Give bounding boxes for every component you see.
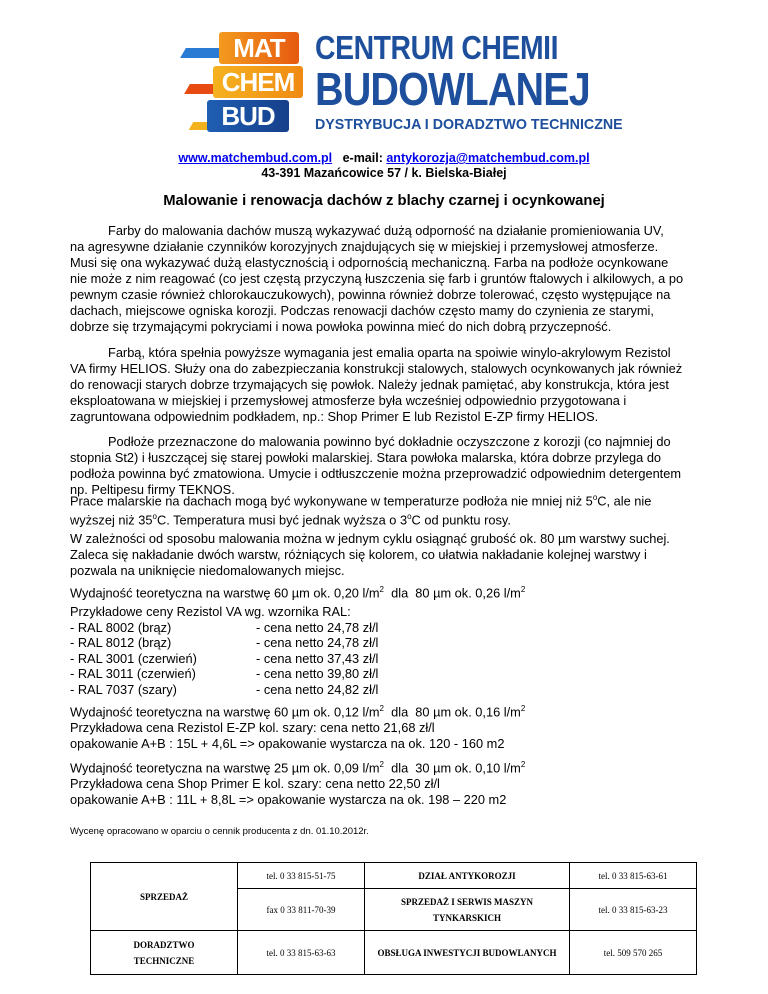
- brand-name-line2: BUDOWLANEJ: [315, 63, 590, 115]
- text-line: opakowanie A+B : 11L + 8,8L => opakowanie wystarcza na ok. 198 – 220 m2: [70, 792, 507, 808]
- text-segment: C, ale nie: [597, 493, 652, 509]
- phone-cell: tel. 0 33 815-63-61: [570, 863, 697, 889]
- logo-tile-bud: BUD: [207, 100, 289, 132]
- color-price: - cena netto 39,80 zł/l: [256, 666, 379, 681]
- text-line: eksploatowana w miejskiej i przemysłowej atmosferze była wcześniej odpowiednio przygotowana i: [70, 393, 627, 408]
- contact-links: [0, 151, 768, 165]
- text-line: do renowacji starych dobrze trzymających się powłok. Należy jednak pamiętać, aby konstrukcja, która jest: [70, 377, 669, 392]
- paragraph-product: [70, 345, 698, 425]
- phone-cell: tel. 509 570 265: [570, 931, 697, 975]
- text-line: stopnia St2) i łuszczącej się starej powłoki malarskiej. Stara powłoka malarska, która dobrze przylega do: [70, 450, 662, 465]
- text-line: Musi się ona wykazywać dużą elastycznością i odpornością mechaniczną. Farba na podłoże ocynkowane: [70, 255, 669, 270]
- contact-table: [90, 862, 697, 975]
- color-price: - cena netto 24,78 zł/l: [256, 619, 379, 635]
- text-line: zagruntowana odpowiednim podkładem, np.: Shop Primer E lub Rezistol E-ZP firmy HELIOS.: [70, 409, 599, 424]
- text-line: dobrze się trzymającymi pokryciami i nowa powłoka powinna mieć do nich dobrą przyczepność.: [70, 319, 612, 334]
- text-line: Przykładowa cena Rezistol E-ZP kol. szary: cena netto 21,68 zł/l: [70, 720, 435, 736]
- color-price: - cena netto 37,43 zł/l: [256, 650, 379, 666]
- price-row: [70, 635, 378, 651]
- logo-tile-mat: MAT: [219, 32, 299, 64]
- sales-cell: SPRZEDAŻ: [91, 863, 238, 931]
- text-line: [70, 701, 698, 720]
- table-row: [91, 931, 697, 975]
- company-logo: [183, 26, 623, 140]
- paragraph-surface: [70, 434, 698, 498]
- color-price: - cena netto 24,82 zł/l: [256, 681, 379, 697]
- yield-rezistol-va: [70, 582, 698, 601]
- text-line: opakowanie A+B : 15L + 4,6L => opakowanie wystarcza na ok. 120 - 160 m2: [70, 736, 505, 752]
- rezistol-ezp-block: [70, 701, 698, 752]
- text-line: pozwala na uniknięcie niedomalowanych miejsc.: [70, 563, 345, 578]
- price-row: [70, 651, 378, 667]
- superscript: o: [407, 512, 412, 522]
- paragraph-temperature: [70, 490, 698, 529]
- text-line: [70, 757, 698, 776]
- superscript: 2: [520, 760, 526, 769]
- text-line: podłoża powinna być zmatowiona. Umycie i odtłuszczenie można przeprowadzić odpowiednim detergentem: [70, 466, 682, 481]
- text-line: Podłoże przeznaczone do malowania powinno być dokładnie oczyszczone z korozji (co najmniej do: [108, 434, 671, 449]
- text-segment: C od punktu rosy.: [411, 512, 511, 528]
- address: 43-391 Mazańcowice 57 / k. Bielska-Białej: [261, 166, 507, 180]
- email-link[interactable]: antykorozja@matchembud.com.pl: [386, 151, 590, 165]
- color-price: - cena netto 24,78 zł/l: [256, 635, 379, 650]
- color-name: - RAL 8012 (brąz): [70, 635, 172, 650]
- brand-name-line1: CENTRUM CHEMII: [315, 29, 559, 66]
- text-line: [70, 582, 698, 601]
- logo-tile-chem: CHEM: [213, 66, 303, 98]
- advice-line: DORADZTWO: [133, 939, 195, 950]
- shop-primer-block: [70, 757, 698, 808]
- paragraph-requirements: [70, 223, 698, 335]
- email-label: e-mail:: [342, 151, 383, 165]
- logo-tiles: [183, 26, 303, 140]
- superscript: 2: [379, 704, 384, 713]
- advice-line: TECHNICZNE: [133, 955, 195, 966]
- price-row: [70, 620, 378, 636]
- text-line: pewnym czasie również chlorokauczukowych), powinna również dobrze tolerować, często występujące na: [70, 287, 671, 302]
- table-row: [91, 863, 697, 889]
- text-line: nie może z nim reagować (co jest częstą przyczyną łuszczenia się farb i gruntów ftalowych i alkilowych, a po: [70, 271, 684, 286]
- color-name: - RAL 8002 (brąz): [70, 619, 172, 635]
- text-segment: Prace malarskie na dachach mogą być wykonywane w temperaturze podłoża nie mniej niż 5: [70, 493, 593, 509]
- text-line: na agresywne działanie czynników korozyjnych znajdujących się w miejskiej i przemysłowej atmosferze.: [70, 239, 659, 254]
- price-list: [70, 604, 378, 697]
- text-line: dachach, miejscowe ogniska korozji. Podczas renowacji dachów często mamy do czynienia ze starymi,: [70, 303, 654, 318]
- text-line: Przykładowa cena Shop Primer E kol. szary: cena netto 22,50 zł/l: [70, 776, 440, 792]
- phone-cell: tel. 0 33 815-63-63: [238, 931, 365, 975]
- text-line: W zależności od sposobu malowania można w jednym cyklu osiągnąć grubość ok. 80 µm warstwy suchej.: [70, 531, 670, 546]
- text-segment: Wydajność teoretyczna na warstwę 60 µm ok. 0,20 l/m: [70, 585, 380, 601]
- superscript: 2: [520, 704, 526, 713]
- text-segment: dla 80 µm ok. 0,26 l/m: [384, 585, 521, 601]
- text-segment: wyższej niż 35: [70, 512, 153, 528]
- advice-cell: [91, 931, 238, 975]
- text-line: Zaleca się nakładanie dwóch warstw, różniących się kolorem, co ułatwia nakładanie kolejnej warstwy i: [70, 547, 647, 562]
- superscript: 2: [379, 585, 384, 594]
- department-line: SPRZEDAŻ I SERWIS MASZYN: [401, 896, 533, 907]
- text-line: [70, 490, 698, 509]
- brand-tagline: DYSTRYBUCJA I DORADZTWO TECHNICZNE: [315, 116, 623, 133]
- color-name: - RAL 7037 (szary): [70, 681, 177, 697]
- superscript: 2: [520, 585, 526, 594]
- text-segment: Wydajność teoretyczna na warstwę 25 µm ok. 0,09 l/m: [70, 760, 380, 776]
- pricing-note: Wycenę opracowano w oparciu o cennik producenta z dn. 01.10.2012r.: [70, 826, 369, 837]
- superscript: 2: [379, 760, 384, 769]
- color-name: - RAL 3001 (czerwień): [70, 650, 197, 666]
- text-line: Farby do malowania dachów muszą wykazywać dużą odporność na działanie promieniowania UV,: [108, 223, 664, 238]
- text-line: [70, 509, 698, 528]
- department-cell: [365, 889, 570, 931]
- superscript: o: [152, 512, 157, 522]
- phone-cell: tel. 0 33 815-51-75: [238, 863, 365, 889]
- department-line: TYNKARSKICH: [432, 912, 501, 923]
- text-segment: dla 30 µm ok. 0,10 l/m: [384, 760, 521, 776]
- superscript: o: [592, 493, 598, 502]
- department-cell: DZIAŁ ANTYKOROZJI: [365, 863, 570, 889]
- text-segment: Wydajność teoretyczna na warstwę 60 µm ok. 0,12 l/m: [70, 704, 380, 720]
- text-line: VA firmy HELIOS. Służy ona do zabezpieczania konstrukcji stalowych, stalowych ocynkowanych jak również: [70, 361, 683, 376]
- color-name: - RAL 3011 (czerwień): [70, 666, 196, 681]
- price-row: [70, 666, 378, 682]
- paragraph-application: [70, 531, 698, 579]
- phone-cell: tel. 0 33 815-63-23: [570, 889, 697, 931]
- text-segment: C. Temperatura musi być jednak wyższa o 3: [156, 512, 408, 528]
- fax-cell: fax 0 33 811-70-39: [238, 889, 365, 931]
- document-title: Malowanie i renowacja dachów z blachy czarnej i ocynkowanej: [163, 193, 605, 209]
- text-segment: dla 80 µm ok. 0,16 l/m: [384, 704, 521, 720]
- text-line: Farbą, która spełnia powyższe wymagania jest emalia oparta na spoiwie winylo-akrylowym Rezistol: [108, 345, 671, 360]
- department-cell: OBSŁUGA INWESTYCJI BUDOWLANYCH: [365, 931, 570, 975]
- text-line: np. Peltipesu firmy TEKNOS.: [70, 482, 235, 497]
- price-list-heading: Przykładowe ceny Rezistol VA wg. wzornika RAL:: [70, 604, 351, 619]
- website-link[interactable]: www.matchembud.com.pl: [178, 151, 333, 165]
- price-row: [70, 682, 378, 698]
